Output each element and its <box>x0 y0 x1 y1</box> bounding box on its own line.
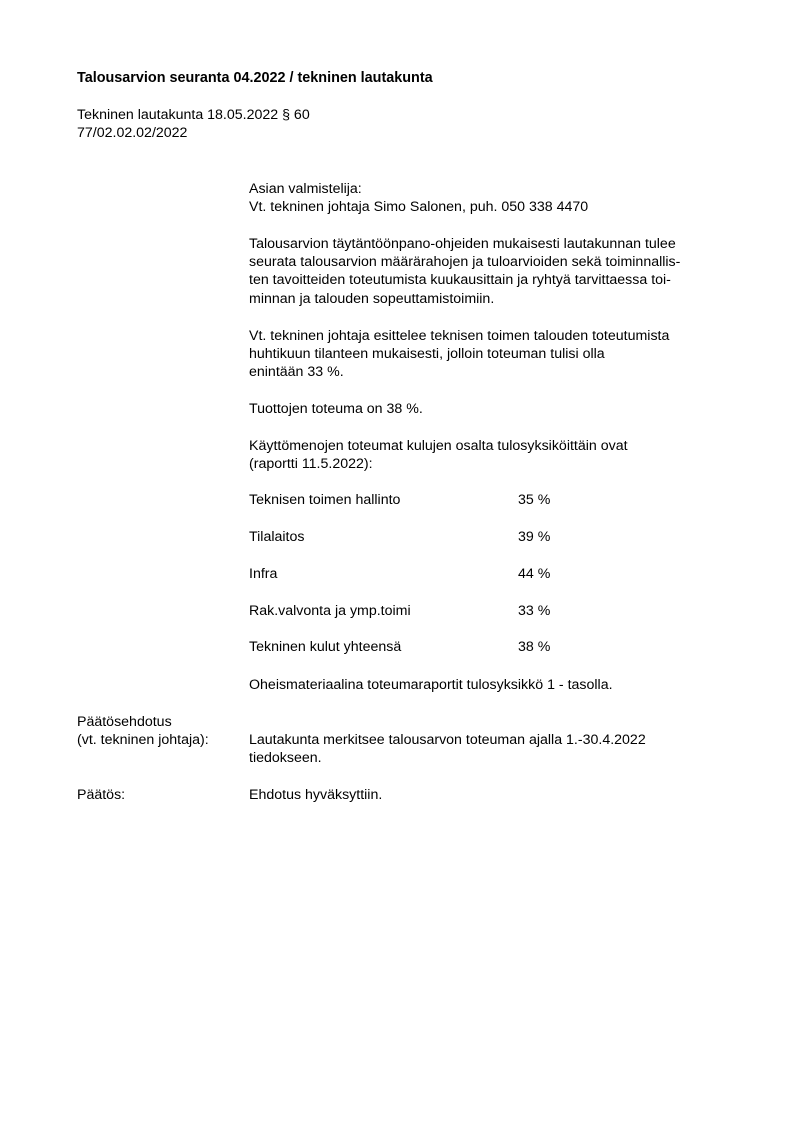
paragraph-guidelines <box>249 235 680 308</box>
paragraph-line: Talousarvion täytäntöönpano-ohjeiden mukaisesti lautakunnan tulee <box>249 236 676 252</box>
preparer-label: Asian valmistelija: <box>249 181 362 197</box>
paragraph-presentation <box>249 327 669 382</box>
unit-name: Tekninen kulut yhteensä <box>249 639 402 655</box>
proposal-sublabel: (vt. tekninen johtaja): <box>77 732 209 748</box>
unit-name: Rak.valvonta ja ymp.toimi <box>249 603 411 619</box>
unit-name: Infra <box>249 566 278 582</box>
paragraph-line: ten tavoitteiden toteutumista kuukausittain ja ryhtyä tarvittaessa toi- <box>249 272 671 289</box>
unit-value: 35 % <box>518 492 551 508</box>
table-row <box>249 492 649 510</box>
table-row <box>249 566 649 584</box>
paragraph-line: Vt. tekninen johtaja esittelee teknisen toimen talouden toteutumista <box>249 328 670 344</box>
paragraph-line: enintään 33 %. <box>249 364 344 381</box>
paragraph-revenue: Tuottojen toteuma on 38 %. <box>249 401 423 417</box>
unit-value: 39 % <box>518 529 551 545</box>
preparer-info: Vt. tekninen johtaja Simo Salonen, puh. 050 338 4470 <box>249 199 589 215</box>
decision-label: Päätös: <box>77 787 126 803</box>
proposal-text-cont: tiedokseen. <box>249 750 322 766</box>
table-row <box>249 529 649 547</box>
unit-name: Teknisen toimen hallinto <box>249 492 401 508</box>
table-row <box>249 639 649 657</box>
record-id: 77/02.02.02/2022 <box>77 125 188 141</box>
paragraph-line: huhtikuun tilanteen mukaisesti, jolloin toteuman tulisi olla <box>249 346 605 363</box>
decision-text: Ehdotus hyväksyttiin. <box>249 787 383 803</box>
proposal-label: Päätösehdotus <box>77 714 172 730</box>
unit-value: 33 % <box>518 603 551 619</box>
meeting-line: Tekninen lautakunta 18.05.2022 § 60 <box>77 107 310 123</box>
attachment-note: Oheismateriaalina toteumaraportit tulosyksikkö 1 - tasolla. <box>249 677 613 693</box>
unit-value: 38 % <box>518 639 551 655</box>
unit-value: 44 % <box>518 566 551 582</box>
table-row <box>249 603 649 621</box>
paragraph-line: (raportti 11.5.2022): <box>249 456 373 473</box>
unit-name: Tilalaitos <box>249 529 305 545</box>
paragraph-line: minnan ja talouden sopeuttamistoimiin. <box>249 290 495 307</box>
proposal-text: Lautakunta merkitsee talousarvon toteuman ajalla 1.-30.4.2022 <box>249 732 646 748</box>
document-title: Talousarvion seuranta 04.2022 / tekninen lautakunta <box>77 70 433 86</box>
paragraph-line: Käyttömenojen toteumat kulujen osalta tulosyksiköittäin ovat <box>249 438 628 454</box>
paragraph-line: seurata talousarvion määrärahojen ja tuloarvioiden sekä toiminnallis- <box>249 254 681 271</box>
paragraph-expenses <box>249 437 628 473</box>
